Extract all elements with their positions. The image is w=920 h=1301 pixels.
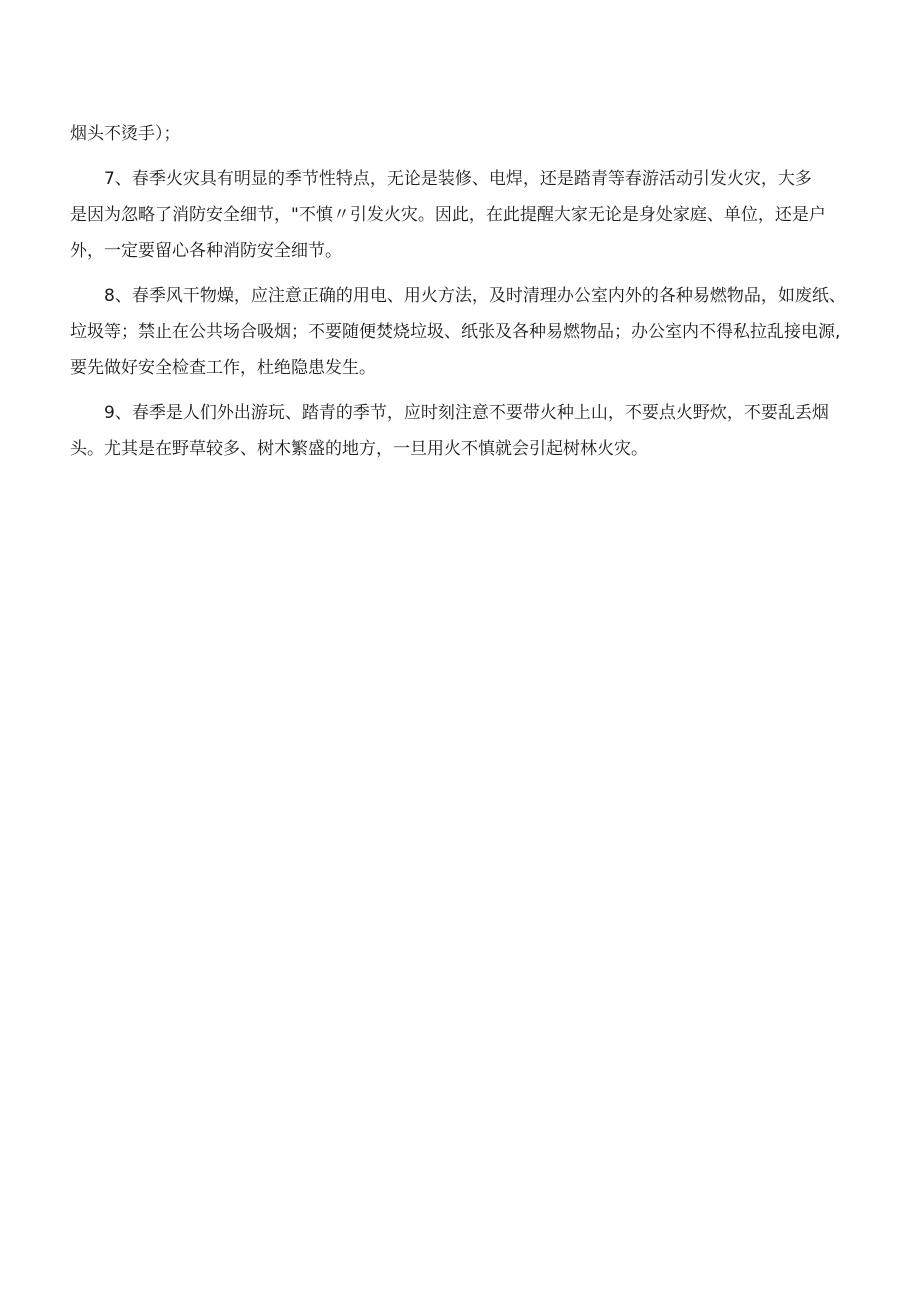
paragraph-item-9	[70, 395, 850, 467]
document-body	[70, 116, 850, 467]
paragraph-line: 烟头不烫手）；	[70, 124, 181, 144]
paragraph-line: 9、春季是人们外出游玩、踏青的季节，应时刻注意不要带火种上山，不要点火野炊，不要乱丢烟	[104, 403, 829, 423]
paragraph-line: 8、春季风干物燥，应注意正确的用电、用火方法，及时清理办公室内外的各种易燃物品，如废纸、	[104, 286, 846, 306]
paragraph-continuation	[70, 116, 850, 152]
paragraph-line: 要先做好安全检查工作，杜绝隐患发生。	[70, 358, 376, 378]
paragraph-item-7	[70, 161, 850, 269]
paragraph-line: 7、春季火灾具有明显的季节性特点，无论是装修、电焊，还是踏青等春游活动引发火灾，大多	[104, 169, 812, 189]
paragraph-line: 外，一定要留心各种消防安全细节。	[70, 241, 342, 261]
paragraph-line: 是因为忽略了消防安全细节，"不慎〃引发火灾。因此，在此提醒大家无论是身处家庭、单位，还是户	[70, 205, 826, 225]
paragraph-line: 垃圾等；禁止在公共场合吸烟；不要随便焚烧垃圾、纸张及各种易燃物品；办公室内不得私拉乱接电源,	[70, 322, 841, 342]
paragraph-item-8	[70, 278, 850, 386]
paragraph-line: 头。尤其是在野草较多、树木繁盛的地方，一旦用火不慎就会引起树林火灾。	[70, 439, 648, 459]
